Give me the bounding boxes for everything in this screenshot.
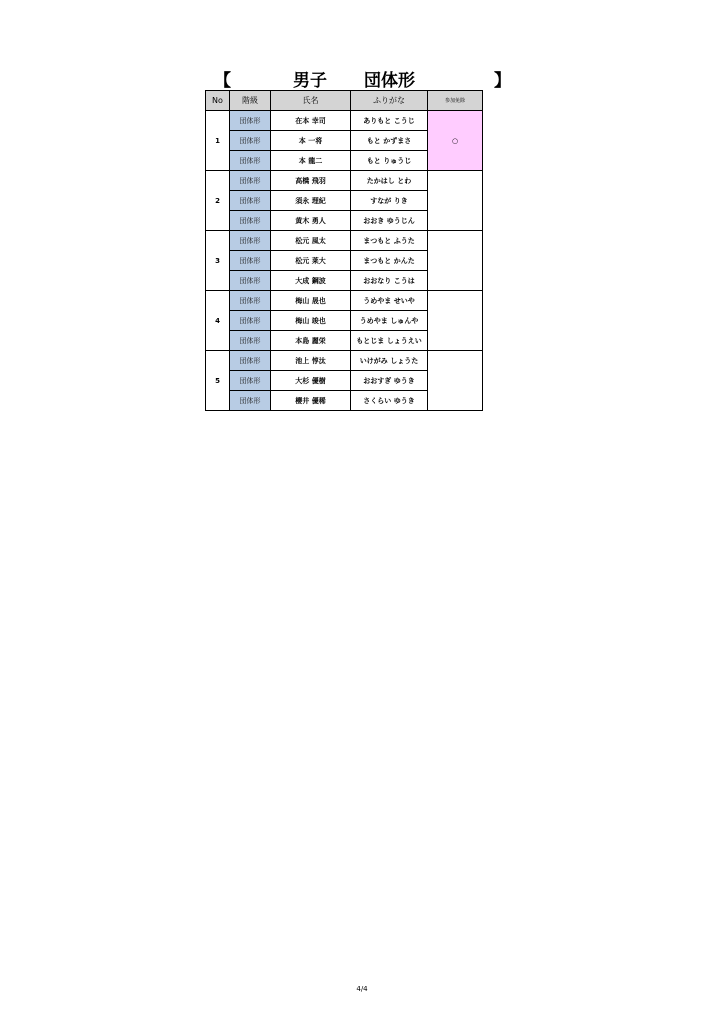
- name-cell: 大杉 優樹: [271, 371, 351, 391]
- rank-cell: 団体形: [230, 331, 271, 351]
- kana-cell: おおき ゆうじん: [351, 211, 428, 231]
- rank-cell: 団体形: [230, 371, 271, 391]
- exempt-cell: [428, 291, 483, 351]
- rank-cell: 団体形: [230, 171, 271, 191]
- rank-cell: 団体形: [230, 271, 271, 291]
- page-number: 4/4: [356, 985, 368, 993]
- team-number: 1: [206, 111, 230, 171]
- kana-cell: いけがみ しょうた: [351, 351, 428, 371]
- title-bracket-open: 【: [214, 71, 231, 91]
- team-number: 4: [206, 291, 230, 351]
- name-cell: 本島 麗栄: [271, 331, 351, 351]
- name-cell: 大成 鋼波: [271, 271, 351, 291]
- name-cell: 在本 幸司: [271, 111, 351, 131]
- name-cell: 池上 惇汰: [271, 351, 351, 371]
- rank-cell: 団体形: [230, 211, 271, 231]
- rank-cell: 団体形: [230, 191, 271, 211]
- rank-cell: 団体形: [230, 231, 271, 251]
- table-header-row: [206, 91, 483, 111]
- rank-cell: 団体形: [230, 351, 271, 371]
- name-cell: 櫻井 優稀: [271, 391, 351, 411]
- table-row: [206, 351, 483, 371]
- rank-cell: 団体形: [230, 311, 271, 331]
- col-header-rank: 階級: [230, 91, 271, 111]
- kana-cell: おおすぎ ゆうき: [351, 371, 428, 391]
- rank-cell: 団体形: [230, 131, 271, 151]
- kana-cell: まつもと かんた: [351, 251, 428, 271]
- name-cell: 松元 莱大: [271, 251, 351, 271]
- title-bracket-close: 】: [494, 71, 511, 91]
- name-cell: 黄木 勇人: [271, 211, 351, 231]
- team-number: 2: [206, 171, 230, 231]
- col-header-no: No: [206, 91, 230, 111]
- table-row: [206, 291, 483, 311]
- kana-cell: ありもと こうじ: [351, 111, 428, 131]
- name-cell: 梅山 晟也: [271, 291, 351, 311]
- team-number: 3: [206, 231, 230, 291]
- rank-cell: 団体形: [230, 251, 271, 271]
- name-cell: 高橋 飛羽: [271, 171, 351, 191]
- rank-cell: 団体形: [230, 391, 271, 411]
- exempt-cell: [428, 171, 483, 231]
- team-number: 5: [206, 351, 230, 411]
- exempt-cell: [428, 351, 483, 411]
- col-header-exempt: 参加免除: [428, 91, 483, 111]
- title-gender: 男子: [293, 71, 327, 91]
- col-header-name: 氏名: [271, 91, 351, 111]
- roster-table: [205, 90, 483, 411]
- col-header-kana: ふりがな: [351, 91, 428, 111]
- kana-cell: うめやま せいや: [351, 291, 428, 311]
- kana-cell: たかはし とわ: [351, 171, 428, 191]
- title-event: 団体形: [364, 71, 415, 91]
- kana-cell: もと りゅうじ: [351, 151, 428, 171]
- rank-cell: 団体形: [230, 291, 271, 311]
- rank-cell: 団体形: [230, 111, 271, 131]
- kana-cell: すなが りき: [351, 191, 428, 211]
- kana-cell: もと かずまさ: [351, 131, 428, 151]
- exempt-cell: [428, 231, 483, 291]
- table-row: [206, 231, 483, 251]
- table-row: [206, 171, 483, 191]
- name-cell: 本 一将: [271, 131, 351, 151]
- kana-cell: もとじま しょうえい: [351, 331, 428, 351]
- name-cell: 本 龍二: [271, 151, 351, 171]
- name-cell: 梅山 竣也: [271, 311, 351, 331]
- kana-cell: さくらい ゆうき: [351, 391, 428, 411]
- name-cell: 須永 理紀: [271, 191, 351, 211]
- exempt-cell: ○: [428, 111, 483, 171]
- kana-cell: うめやま しゅんや: [351, 311, 428, 331]
- rank-cell: 団体形: [230, 151, 271, 171]
- table-row: [206, 111, 483, 131]
- document-title: [0, 64, 724, 92]
- kana-cell: おおなり こうは: [351, 271, 428, 291]
- kana-cell: まつもと ふうた: [351, 231, 428, 251]
- name-cell: 松元 風太: [271, 231, 351, 251]
